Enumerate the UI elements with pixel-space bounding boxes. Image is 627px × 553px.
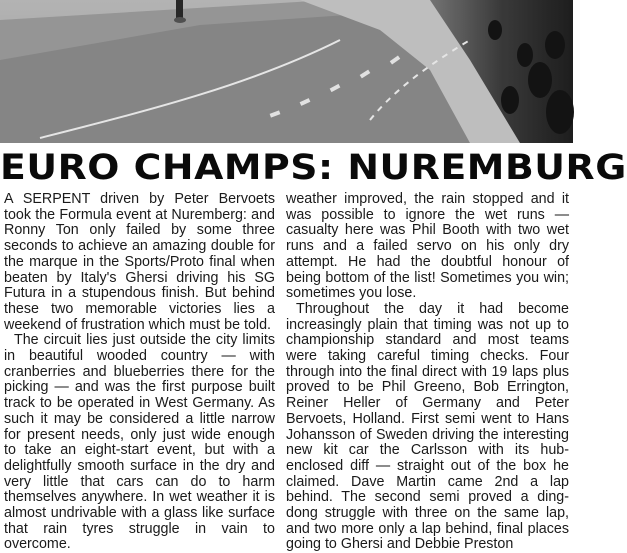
paragraph: Throughout the day it had become increasingly plain that timing was not up to championship standard and most teams were taking careful timing checks. Four through into the final direct with 19 laps plus proved to be Phil Greeno, Bob Errington, Reiner Heller of Germany and Peter Bervoets, Holland. First semi went to Hans Johansson of Sweden driving the interesting new kit car the Carlsson with its hub-enclosed diff — straight out of the box he claimed. Dave Martin came 2nd a lap behind. The second semi proved a ding-dong struggle with three on the same lap, and two more only a lap behind, final places going to Ghersi and Debbie Preston xyxy=(286,300,569,553)
article-left-column xyxy=(4,191,275,553)
article-right-column xyxy=(286,191,569,553)
paragraph: The circuit lies just outside the city limits in beautiful wooded country — with cranberries and blueberries there for the picking — and was the first purpose built track to be operated in West Germany. As such it may be considered a little narrow for present needs, only just wide enough to take an eight-start event, but with a delightfully smooth surface in the dry and very little that cars can do to harm themselves anywhere. In wet weather it is almost undrivable with a glass like surface that rain tyres struggle in vain to overcome. xyxy=(4,332,275,553)
race-track-photo xyxy=(0,0,573,143)
paragraph: A SERPENT driven by Peter Bervoets took the Formula event at Nuremberg: and Ronny Ton only failed by some three seconds to achieve an amazing double for the marque in the Sports/Proto final when beaten by Italy's Ghersi driving his SG Futura in a stupendous finish. But behind these two memorable victories lies a weekend of frustration which must be told. xyxy=(4,191,275,333)
race-track-photo-icon xyxy=(0,0,573,143)
paragraph: weather improved, the rain stopped and it was possible to ignore the wet runs — casualty here was Phil Booth with two wet runs and a failed servo on his only dry attempt. He had the doubtful honour of being bottom of the list! Sometimes you win; sometimes you lose. xyxy=(286,191,569,302)
article-headline: EURO CHAMPS: NUREMBURG xyxy=(0,148,627,188)
